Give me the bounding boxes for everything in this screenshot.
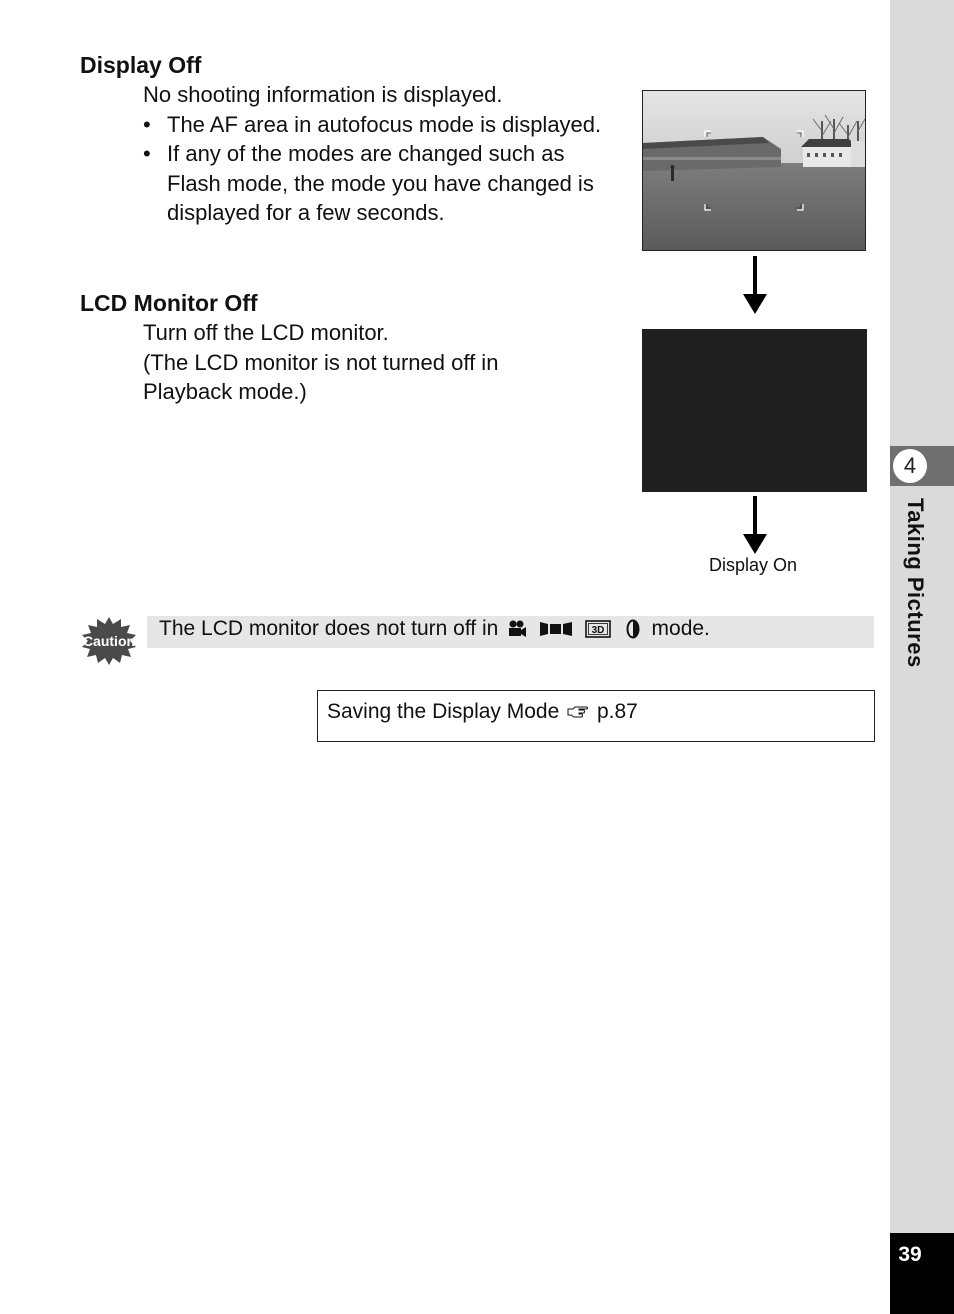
bullet-item: • If any of the modes are changed such as Flash mode, the mode you have changed is displayed for a few seconds. — [143, 139, 613, 228]
display-off-heading: Display Off — [80, 52, 202, 78]
display-on-label: Display On — [709, 555, 798, 575]
caution-note — [147, 616, 874, 648]
reference-text: Saving the Display Mode — [327, 700, 560, 723]
svg-text:3D: 3D — [591, 625, 605, 637]
caution-text-after: mode. — [651, 617, 710, 640]
down-arrow-icon — [741, 496, 769, 556]
caution-badge-icon — [80, 615, 138, 665]
cross-reference-box — [317, 690, 875, 742]
display-off-bullets — [143, 110, 613, 228]
bullet-item: • The AF area in autofocus mode is displayed. — [143, 110, 613, 140]
reference-page-link[interactable]: p.87 — [596, 700, 638, 723]
display-off-intro: No shooting information is displayed. — [143, 82, 503, 107]
lcd-off-line2: (The LCD monitor is not turned off in Playback mode.) — [143, 349, 499, 404]
caution-text-before: The LCD monitor does not turn off in — [159, 617, 499, 640]
digital-filter-mode-icon — [623, 619, 643, 639]
lcd-off-heading: LCD Monitor Off — [80, 290, 258, 316]
pointing-hand-icon — [567, 705, 589, 719]
lcd-off-body — [143, 318, 573, 407]
landscape-photo — [643, 91, 866, 251]
chapter-number: 4 — [893, 449, 927, 483]
page-number: 39 — [898, 1243, 922, 1266]
caution-badge-text: Caution — [82, 633, 136, 649]
display-off-body — [143, 80, 613, 228]
3d-mode-icon — [585, 619, 611, 639]
lcd-off-line1: Turn off the LCD monitor. — [143, 320, 389, 345]
camera-screen-photo — [642, 90, 866, 251]
panorama-mode-icon — [539, 619, 573, 639]
chapter-title: Taking Pictures — [903, 498, 928, 668]
movie-mode-icon — [507, 619, 527, 639]
lcd-off-screen — [642, 329, 867, 492]
down-arrow-icon — [741, 256, 769, 316]
